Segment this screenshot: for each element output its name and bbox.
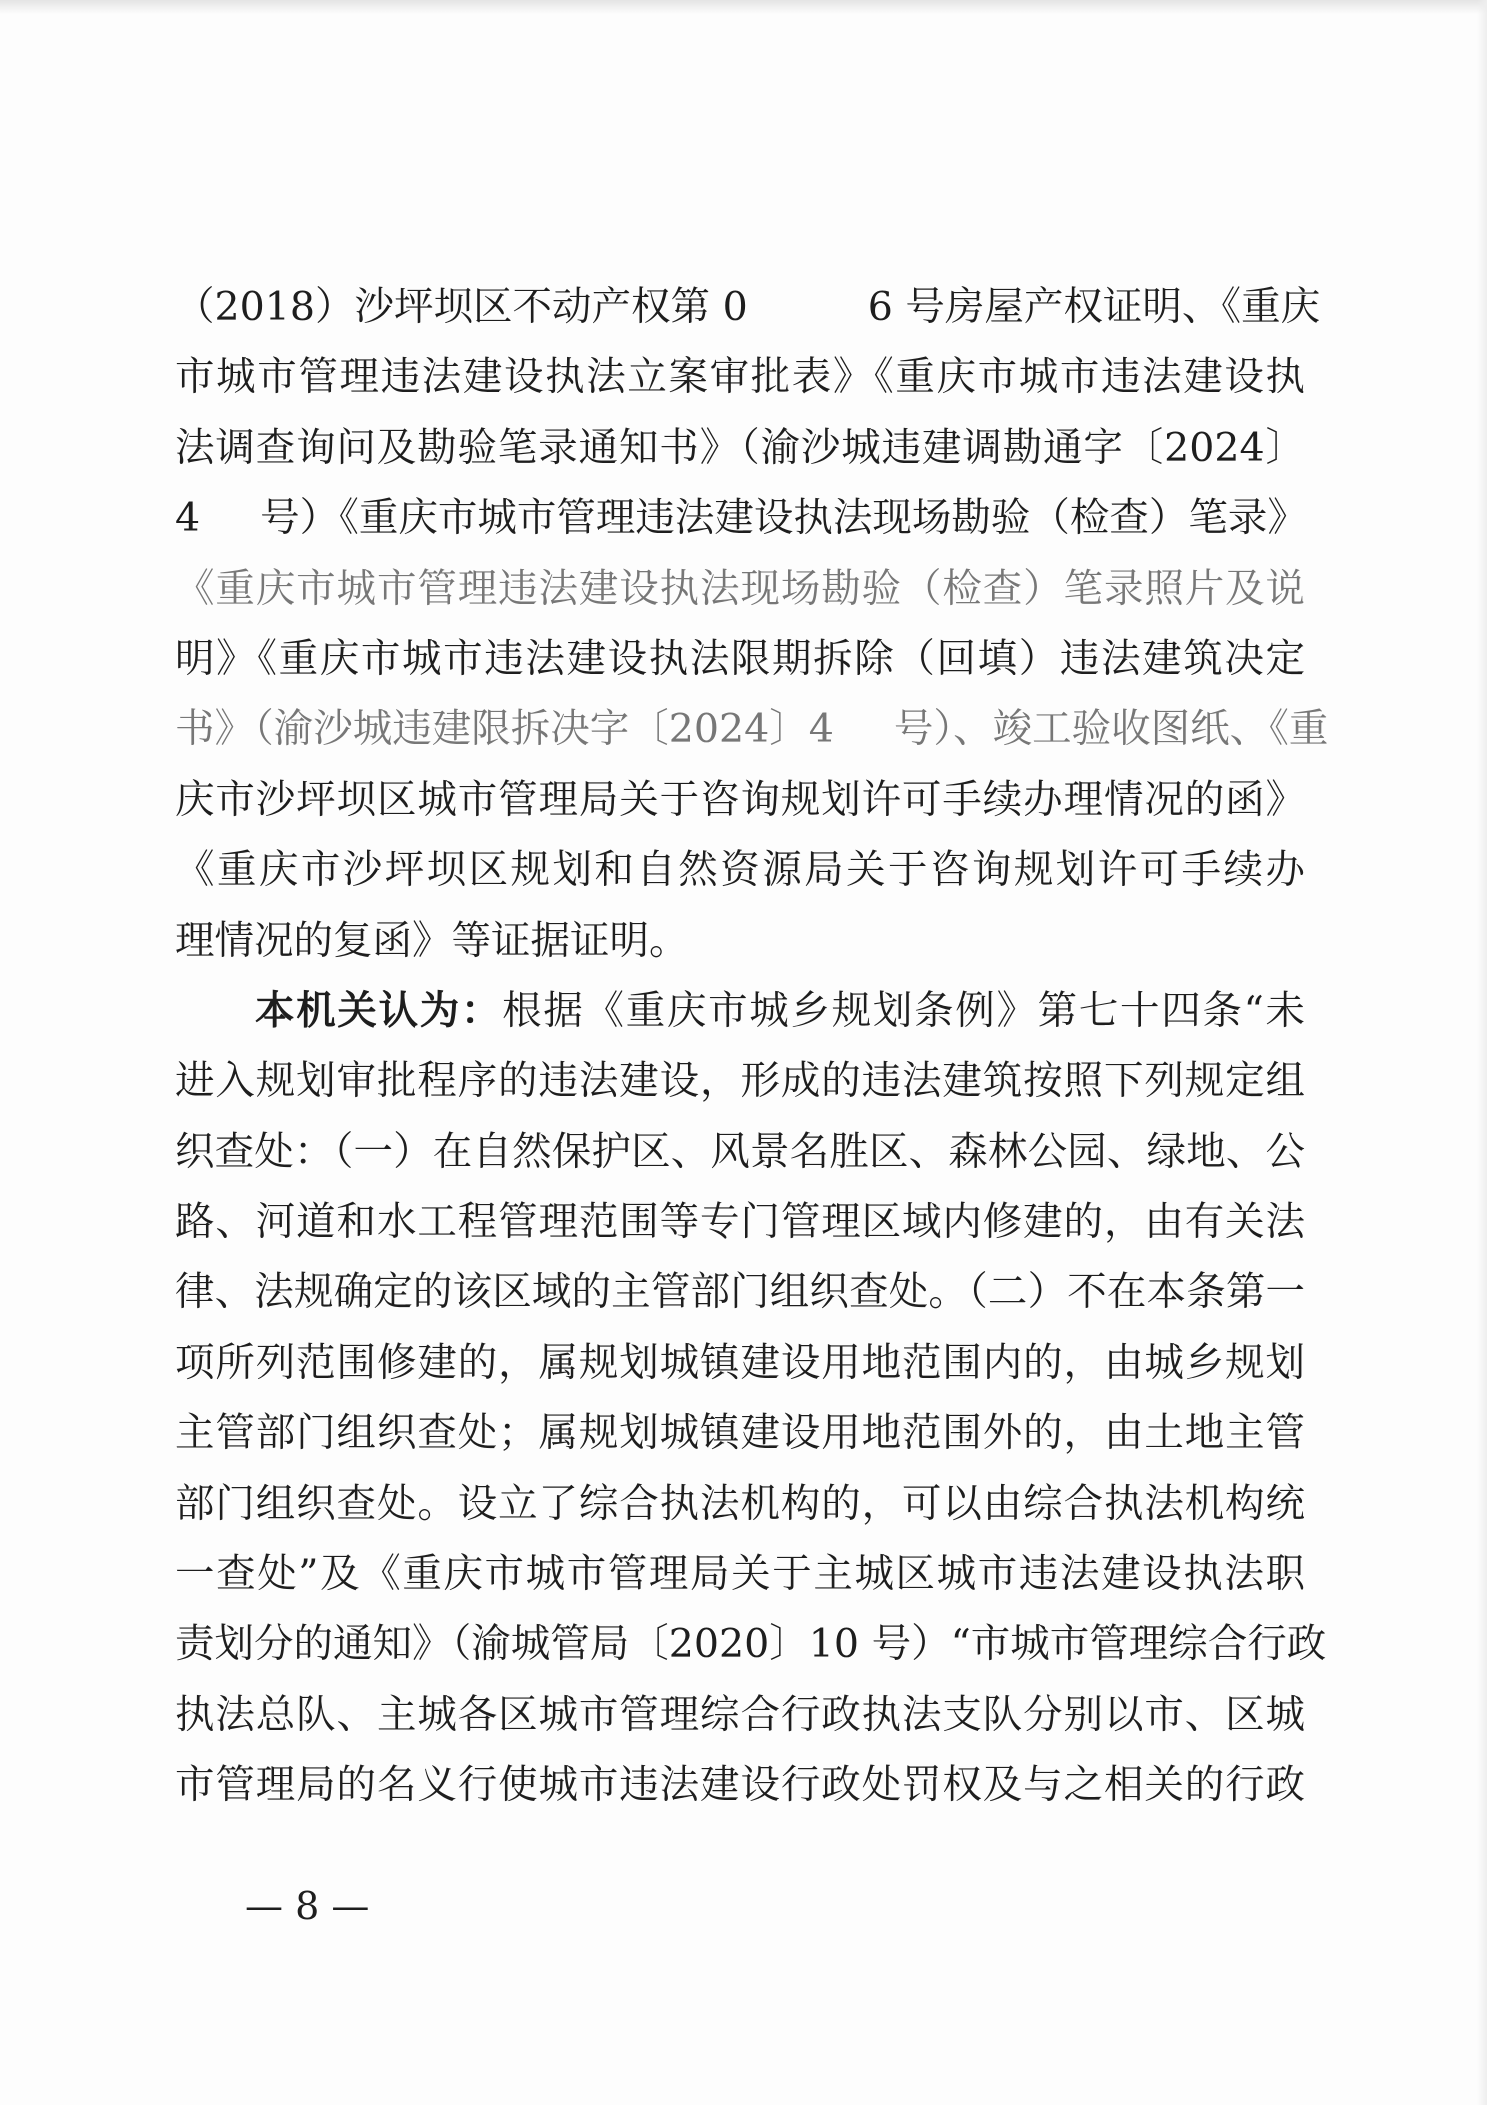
text-fragment: 书》（渝沙城违建限拆决字〔2024〕4 (175, 706, 834, 753)
text-line-4 (175, 483, 1305, 553)
text-line-14: 路、河道和水工程管理范围等专门管理区域内修建的，由有关法 (175, 1199, 1305, 1246)
document-body (175, 272, 1329, 1821)
text-fragment: 6 号房屋产权证明、《重庆 (867, 284, 1321, 330)
text-line-17: 主管部门组织查处；属规划城镇建设用地范围外的，由土地主管 (175, 1410, 1305, 1457)
text-line-7 (175, 694, 1329, 764)
text-fragment: （2018）沙坪坝区不动产权第 0 (175, 284, 748, 330)
text-line-5: 《重庆市城市管理违法建设执法现场勘验（检查）笔录照片及说 (175, 565, 1305, 612)
text-fragment: 号）、竣工验收图纸、《重 (893, 706, 1329, 753)
text-line-12: 进入规划审批程序的违法建设，形成的违法建筑按照下列规定组 (175, 1058, 1305, 1105)
text-line-13: 织查处：（一）在自然保护区、风景名胜区、森林公园、绿地、公 (175, 1128, 1305, 1175)
text-line-15: 律、法规确定的该区域的主管部门组织查处。（二）不在本条第一 (175, 1269, 1305, 1316)
text-fragment: 4 (175, 495, 201, 542)
text-line-1 (175, 272, 1321, 342)
text-line-6: 明》《重庆市城市违法建设执法限期拆除（回填）违法建筑决定 (175, 635, 1305, 682)
text-line-19: 一查处”及《重庆市城市管理局关于主城区城市违法建设执法职 (175, 1551, 1305, 1598)
text-line-11 (175, 976, 1305, 1046)
text-line-2: 市城市管理违法建设执法立案审批表》《重庆市城市违法建设执 (175, 354, 1305, 401)
text-line-22: 市管理局的名义行使城市违法建设行政处罚权及与之相关的行政 (175, 1762, 1305, 1809)
text-line-18: 部门组织查处。设立了综合执法机构的，可以由综合执法机构统 (175, 1480, 1305, 1527)
text-line-16: 项所列范围修建的，属规划城镇建设用地范围内的，由城乡规划 (175, 1339, 1305, 1386)
bold-heading: 本机关认为： (255, 987, 503, 1034)
text-line-10: 理情况的复函》等证据证明。 (175, 917, 689, 964)
text-fragment: 号）《重庆市城市管理违法建设执法现场勘验（检查）笔录》 (260, 495, 1307, 542)
text-line-21: 执法总队、主城各区城市管理综合行政执法支队分别以市、区城 (175, 1691, 1305, 1738)
text-line-9: 《重庆市沙坪坝区规划和自然资源局关于咨询规划许可手续办 (175, 847, 1305, 894)
text-line-3: 法调查询问及勘验笔录通知书》（渝沙城违建调勘通字〔2024〕 (175, 424, 1305, 471)
text-line-20: 责划分的通知》（渝城管局〔2020〕10 号）“市城市管理综合行政 (175, 1621, 1327, 1668)
text-fragment: 根据《重庆市城乡规划条例》第七十四条“未 (502, 987, 1305, 1034)
scan-right-edge (1477, 0, 1487, 2105)
scan-top-edge (0, 0, 1487, 14)
page-number: — 8 — (245, 1884, 370, 1928)
text-line-8: 庆市沙坪坝区城市管理局关于咨询规划许可手续办理情况的函》 (175, 776, 1305, 823)
